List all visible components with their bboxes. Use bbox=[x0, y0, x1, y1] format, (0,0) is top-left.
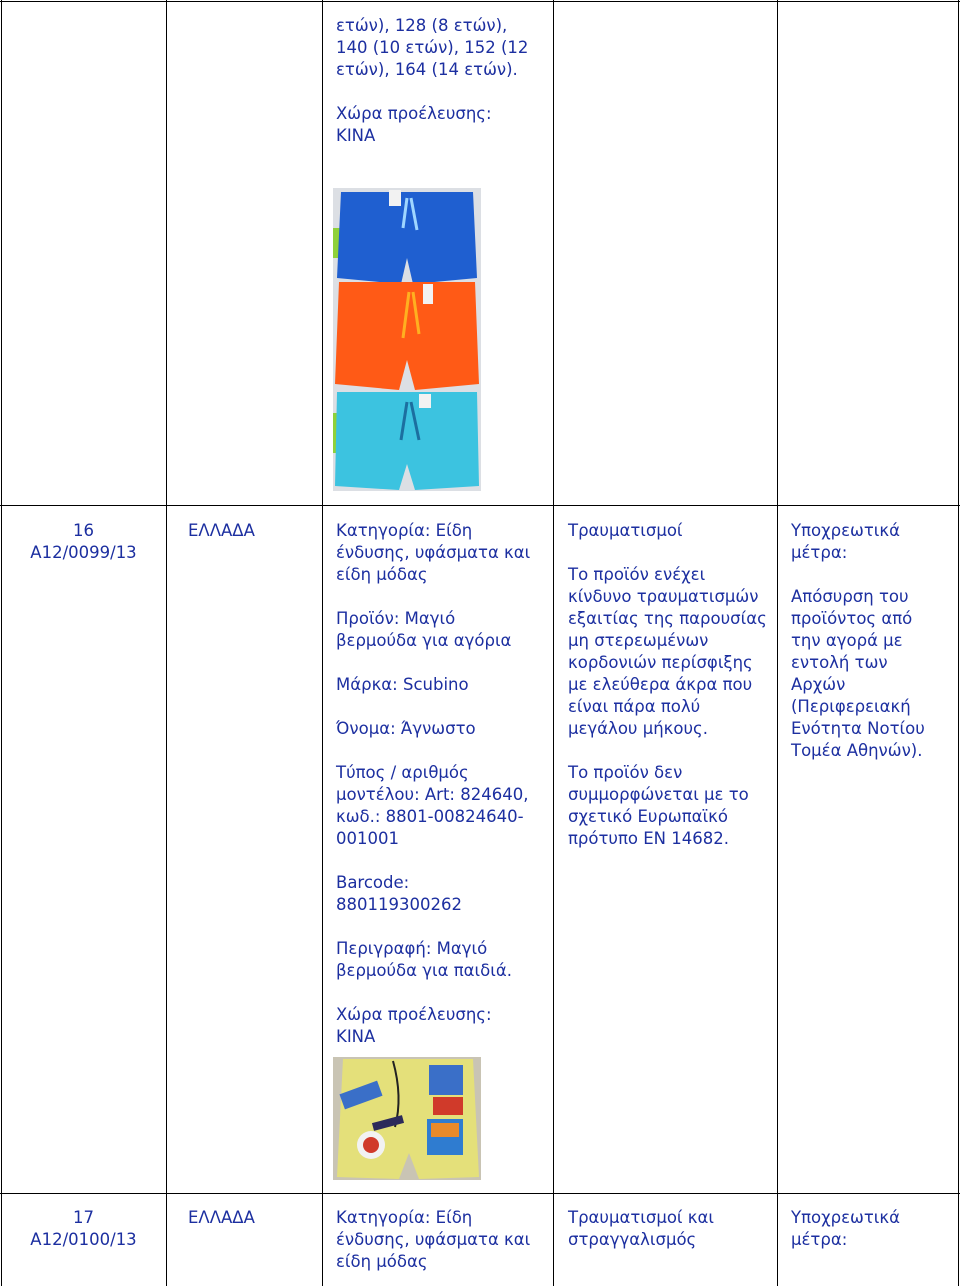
row-17-measures bbox=[791, 1207, 941, 1251]
row-16-risk bbox=[568, 520, 768, 850]
country-label: ΕΛΛΑΔΑ bbox=[188, 1208, 255, 1227]
measures-paragraph: Απόσυρση του προϊόντος από την αγορά με εντολή των Αρχών (Περιφερειακή Ενότητα Νοτίου Τομέα Αθηνών). bbox=[791, 587, 925, 760]
row-17-details bbox=[336, 1207, 531, 1273]
row-number: 17 bbox=[73, 1208, 94, 1227]
row-16-country bbox=[188, 520, 318, 542]
row-17-number-cell bbox=[2, 1207, 165, 1251]
details-paragraph: Κατηγορία: Είδη ένδυσης, υφάσματα και είδη μόδας bbox=[336, 521, 531, 584]
row-17-country bbox=[188, 1207, 318, 1229]
details-paragraph: Προϊόν: Μαγιό βερμούδα για αγόρια bbox=[336, 609, 512, 650]
details-paragraph: Χώρα προέλευσης: ΚΙΝΑ bbox=[336, 1005, 492, 1046]
details-paragraph: Όνομα: Άγνωστο bbox=[336, 719, 476, 738]
details-paragraph: Barcode: 880119300262 bbox=[336, 873, 462, 914]
measures-paragraph: Υποχρεωτικά μέτρα: bbox=[791, 1208, 900, 1249]
product-photo-swim-shorts-stack bbox=[333, 188, 481, 491]
details-paragraph: ετών), 128 (8 ετών), 140 (10 ετών), 152 (12 ετών), 164 (14 ετών). bbox=[336, 16, 529, 79]
product-photo-boys-board-shorts bbox=[333, 1057, 481, 1180]
risk-paragraph: Το προϊόν δεν συμμορφώνεται με το σχετικό Ευρωπαϊκό πρότυπο ΕΝ 14682. bbox=[568, 763, 749, 848]
country-label: ΕΛΛΑΔΑ bbox=[188, 521, 255, 540]
risk-paragraph: Το προϊόν ενέχει κίνδυνο τραυματισμών εξαιτίας της παρουσίας μη στερεωμένων κορδονιών περίσφιξης με ελεύθερα άκρα που είναι πάρα πολύ μεγάλου μήκους. bbox=[568, 565, 767, 738]
row-16-measures bbox=[791, 520, 941, 762]
row-1-details bbox=[336, 15, 536, 147]
details-paragraph: Περιγραφή: Μαγιό βερμούδα για παιδιά. bbox=[336, 939, 512, 980]
details-paragraph: Κατηγορία: Είδη ένδυσης, υφάσματα και είδη μόδας bbox=[336, 1208, 531, 1271]
row-16-number-cell bbox=[2, 520, 165, 564]
details-paragraph: Τύπος / αριθμός μοντέλου: Art: 824640, κωδ.: 8801-00824640-001001 bbox=[336, 763, 529, 848]
risk-paragraph: Τραυματισμοί και στραγγαλισμός bbox=[568, 1208, 714, 1249]
details-paragraph: Μάρκα: Scubino bbox=[336, 675, 469, 694]
board-shorts-illustration bbox=[333, 1057, 481, 1180]
row-16-details bbox=[336, 520, 531, 1048]
measures-paragraph: Υποχρεωτικά μέτρα: bbox=[791, 521, 900, 562]
row-reference: A12/0099/13 bbox=[30, 543, 137, 562]
shorts-illustration bbox=[333, 188, 481, 491]
row-17-risk bbox=[568, 1207, 768, 1251]
row-number: 16 bbox=[73, 521, 94, 540]
risk-paragraph: Τραυματισμοί bbox=[568, 521, 683, 540]
details-paragraph: Χώρα προέλευσης: ΚΙΝΑ bbox=[336, 104, 492, 145]
row-reference: A12/0100/13 bbox=[30, 1230, 137, 1249]
